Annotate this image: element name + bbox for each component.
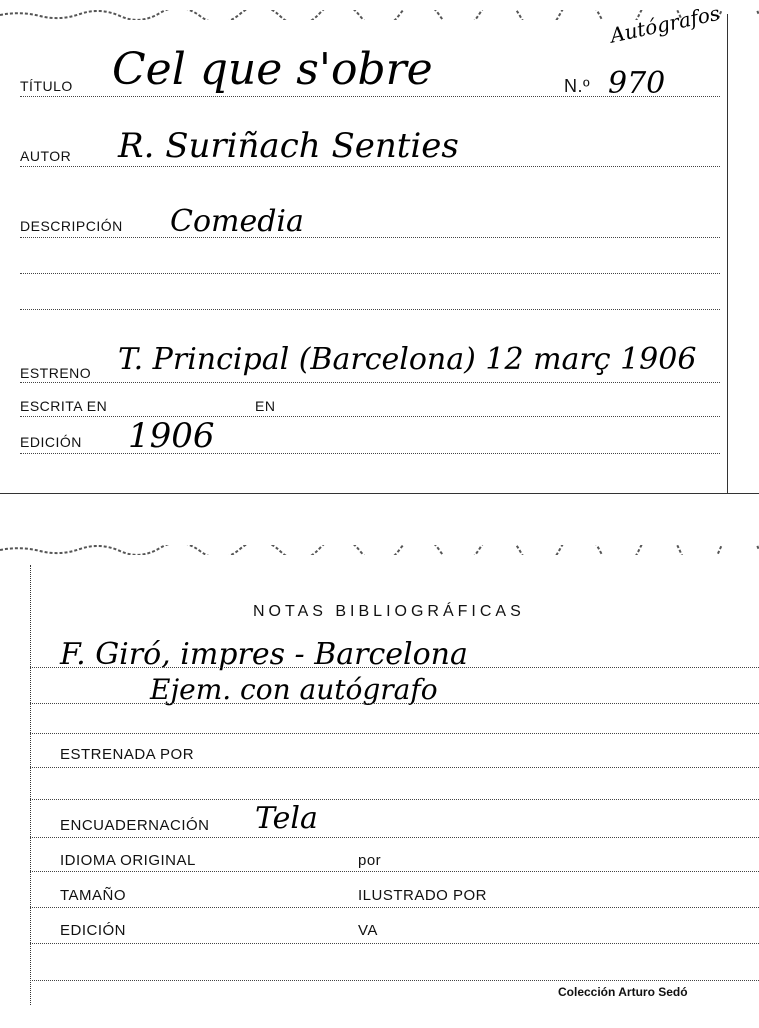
estrenada-por-label: ESTRENADA POR — [60, 746, 195, 763]
autor-label: AUTOR — [20, 148, 72, 164]
blank-line-1 — [20, 273, 720, 274]
descripcion-value: Comedia — [170, 204, 304, 239]
por-label: por — [358, 852, 382, 869]
titulo-label: TÍTULO — [20, 78, 73, 94]
number-label: N.º — [564, 76, 591, 96]
catalog-card-bottom — [0, 545, 759, 1028]
idioma-line — [30, 871, 759, 872]
notes-line-2 — [30, 703, 759, 704]
notes-line-1 — [30, 667, 759, 668]
blank-line-4 — [30, 980, 759, 981]
tamano-line — [30, 907, 759, 908]
autor-line — [20, 166, 720, 167]
titulo-line — [20, 96, 720, 97]
card-bottom-edge — [0, 493, 759, 494]
card-right-edge — [727, 14, 728, 494]
edicion-bottom-label: EDICIÓN — [60, 922, 127, 939]
escrita-en-label: ESCRITA EN — [20, 398, 108, 414]
autor-value: R. Suriñach Senties — [118, 126, 459, 166]
escrita-line — [20, 416, 720, 417]
idioma-original-label: IDIOMA ORIGINAL — [60, 852, 196, 869]
number-value: 970 — [608, 66, 666, 101]
blank-line-2 — [20, 309, 720, 310]
encuadernacion-value: Tela — [255, 801, 318, 836]
edicion-value: 1906 — [128, 416, 215, 456]
edicion-bottom-line — [30, 943, 759, 944]
edicion-line — [20, 453, 720, 454]
notas-heading: NOTAS BIBLIOGRÁFICAS — [253, 603, 525, 620]
descripcion-line — [20, 237, 720, 238]
card-left-edge — [30, 565, 31, 1005]
ilustrado-por-label: ILUSTRADO POR — [358, 887, 488, 904]
edicion-label: EDICIÓN — [20, 434, 82, 450]
descripcion-label: DESCRIPCIÓN — [20, 218, 123, 234]
card-edge-speckle — [0, 545, 759, 555]
tamano-label: TAMAÑO — [60, 887, 127, 904]
en-label: EN — [255, 398, 276, 414]
note-line-1: F. Giró, impres - Barcelona — [60, 637, 468, 672]
encuadernacion-line — [30, 837, 759, 838]
catalog-card-top — [0, 0, 759, 494]
va-label: VA — [358, 922, 378, 939]
estrenada-line — [30, 767, 759, 768]
number-note: Autógrafos — [608, 0, 722, 48]
estreno-value: T. Principal (Barcelona) 12 març 1906 — [118, 342, 697, 377]
collection-footer: Colección Arturo Sedó — [558, 985, 688, 999]
titulo-value: Cel que s'obre — [112, 44, 433, 95]
blank-line-3 — [30, 799, 759, 800]
estreno-label: ESTRENO — [20, 365, 92, 381]
note-line-2: Ejem. con autógrafo — [150, 673, 438, 706]
notes-line-3 — [30, 733, 759, 734]
estreno-line — [20, 382, 720, 383]
encuadernacion-label: ENCUADERNACIÓN — [60, 817, 210, 834]
